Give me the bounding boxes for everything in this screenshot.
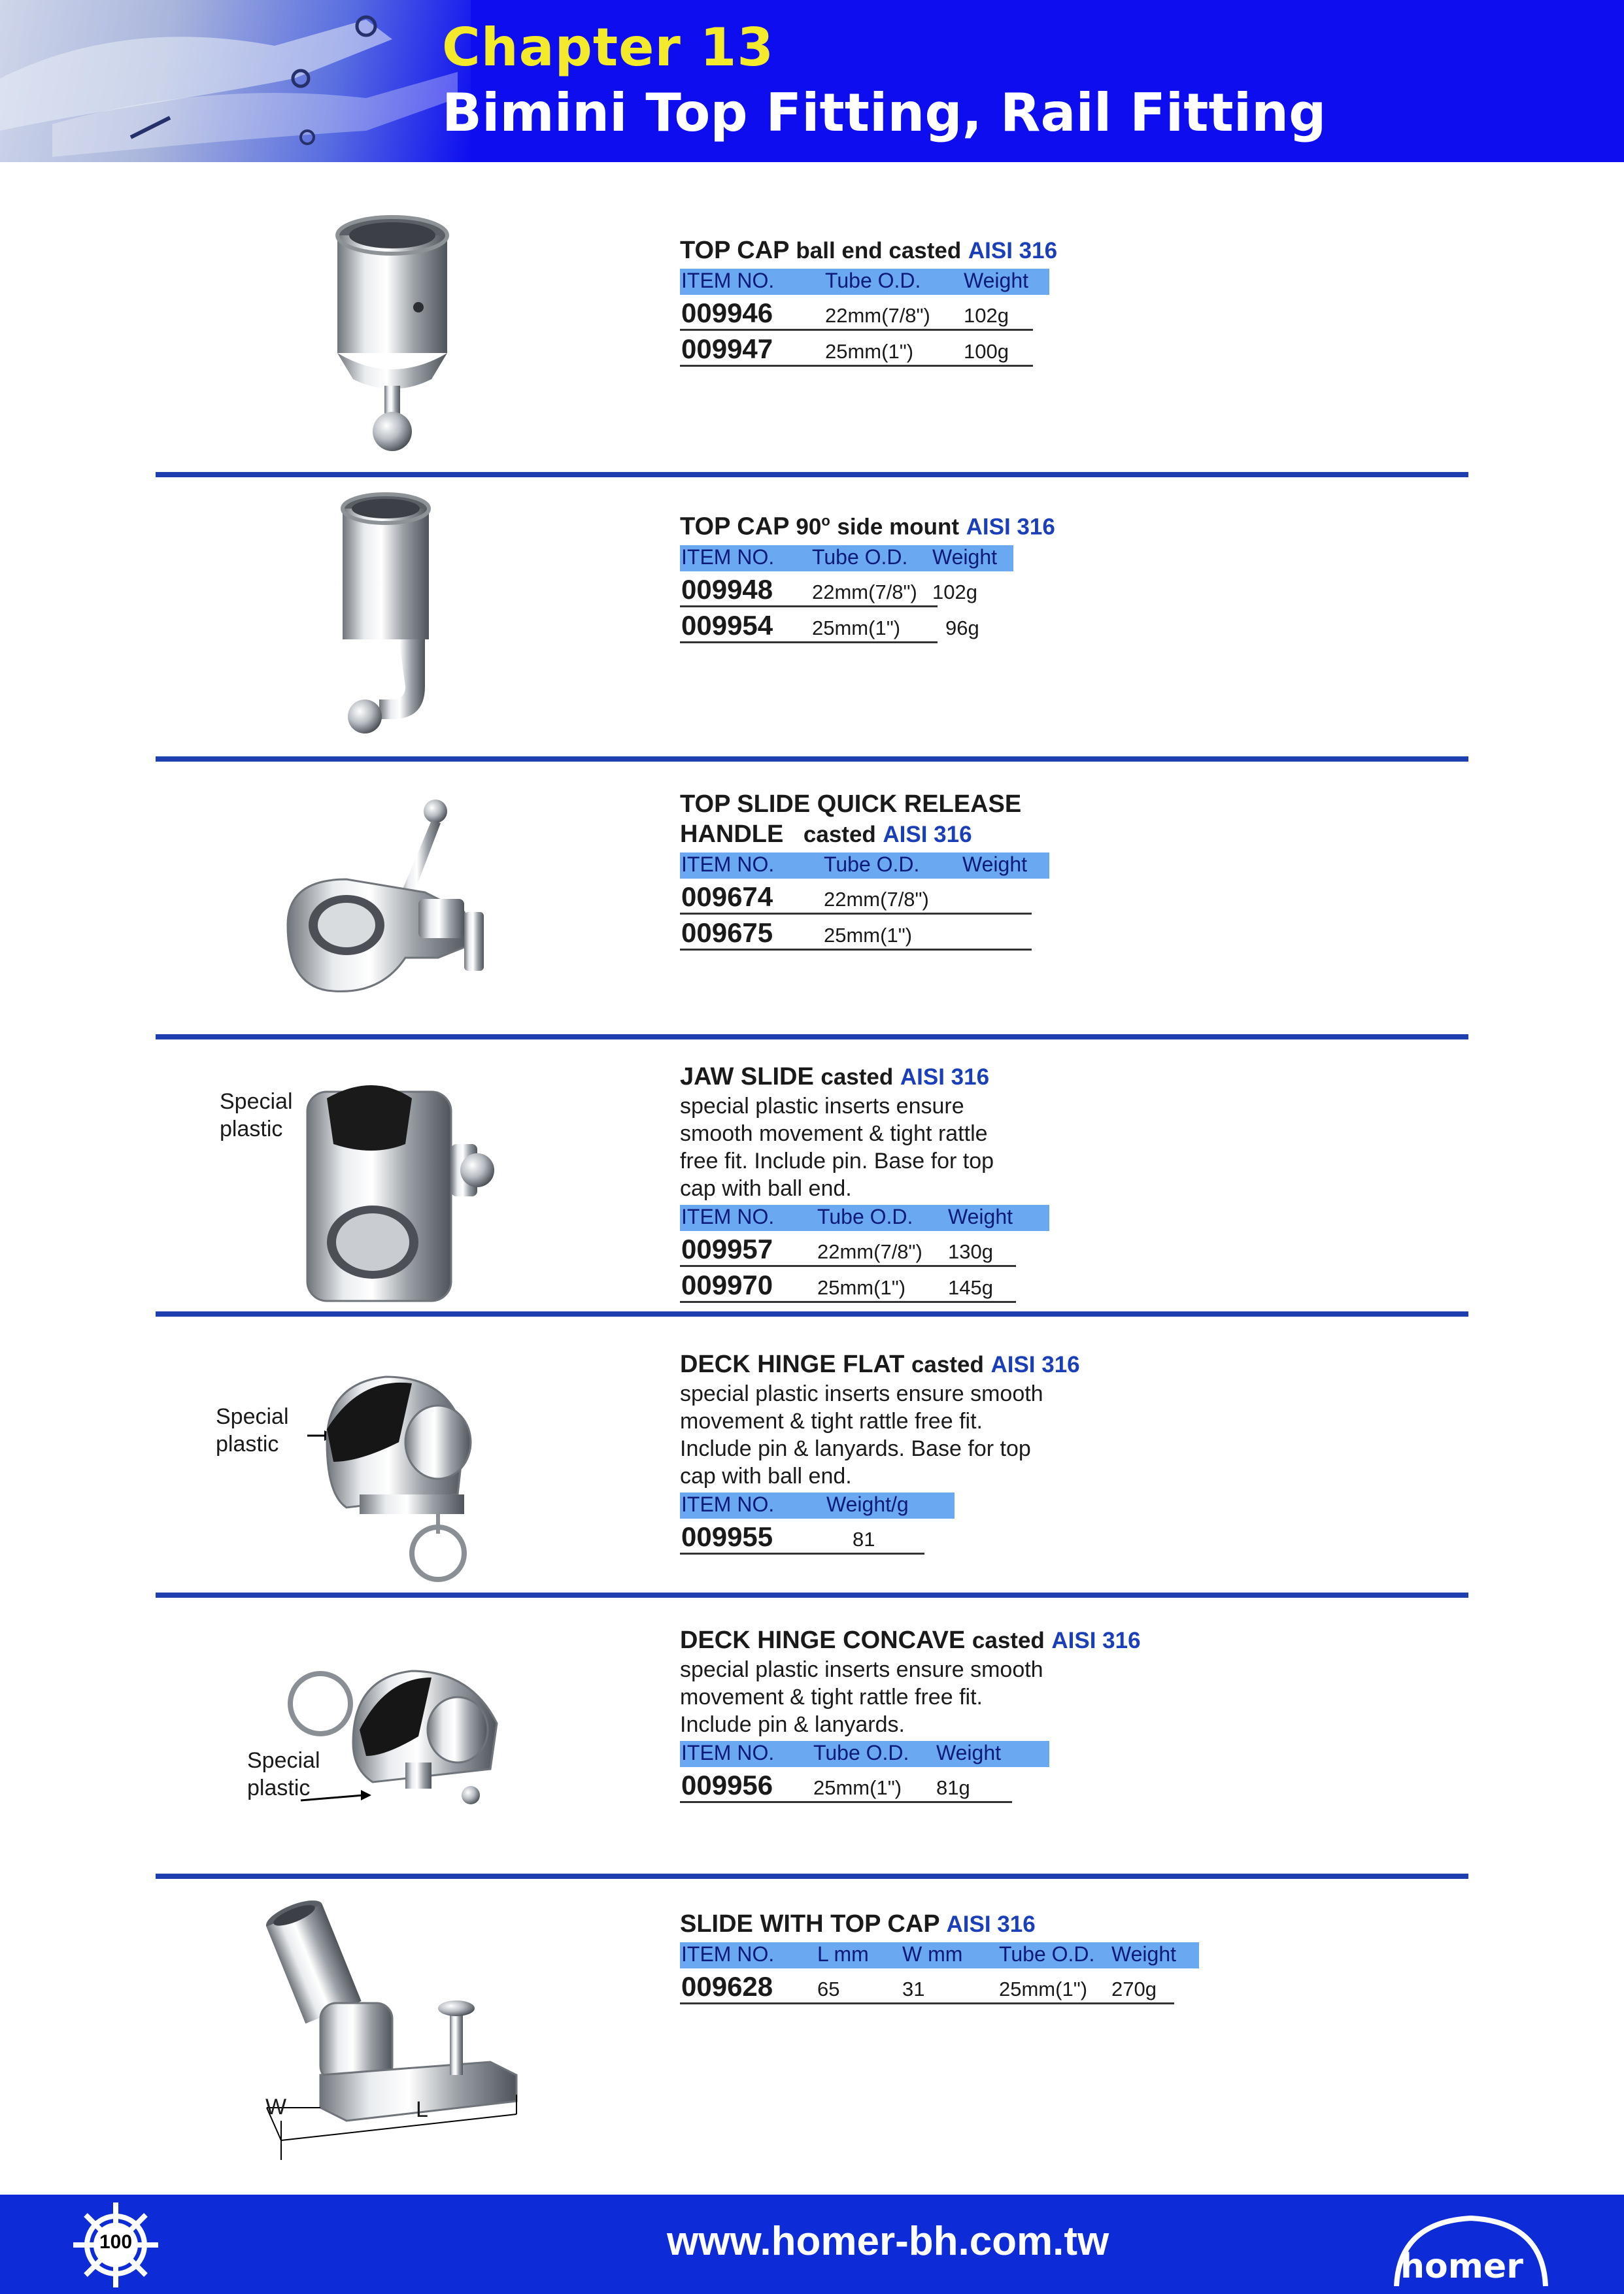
col-weight: Weight [948, 1205, 1013, 1228]
col-tube-od: Tube O.D. [999, 1942, 1095, 1966]
item-number: 009948 [681, 573, 773, 605]
table-row [680, 1968, 1174, 2004]
col-weight: Weight [936, 1741, 1002, 1764]
deck-hinge-flat-image [288, 1364, 497, 1586]
material-label: AISI 316 [990, 1352, 1080, 1377]
table-header [680, 1493, 955, 1519]
table-row [680, 1231, 1016, 1267]
material-label: AISI 316 [1051, 1628, 1141, 1653]
product-title [680, 789, 1268, 819]
table-header [680, 1205, 1049, 1231]
item-number: 009956 [681, 1770, 773, 1800]
angle-value: 90 [796, 514, 822, 540]
product-title [680, 1625, 1268, 1656]
col-item-no: ITEM NO. [681, 1493, 775, 1516]
weight: 102g [964, 304, 1009, 327]
product-title-line2 [680, 819, 1268, 850]
material-label: AISI 316 [883, 822, 972, 847]
table-row [680, 915, 1032, 951]
table-row [680, 879, 1032, 915]
table-header [680, 852, 1049, 879]
material-label: AISI 316 [946, 1912, 1036, 1937]
weight: 100g [964, 340, 1009, 363]
slide-with-top-cap-image [255, 1898, 543, 2160]
col-length: L mm [817, 1942, 869, 1966]
length-mm: 65 [817, 1978, 840, 2000]
chapter-header [0, 0, 1624, 162]
tube-od: 25mm(1") [825, 340, 914, 363]
product-name: TOP SLIDE QUICK RELEASE [680, 790, 1022, 818]
width-dimension-label: W [265, 2095, 287, 2119]
table-row [680, 1519, 924, 1555]
item-number: 009946 [681, 297, 773, 328]
product-name: TOP CAP [680, 237, 789, 264]
table-header [680, 545, 1013, 571]
product-name-continued: HANDLE [680, 820, 784, 848]
length-dimension-label: L [416, 2097, 428, 2122]
tube-od: 22mm(7/8") [825, 304, 930, 327]
product-name: DECK HINGE FLAT [680, 1351, 905, 1378]
page-number-badge [73, 2202, 158, 2287]
col-item-no: ITEM NO. [681, 1741, 775, 1764]
weight: 81g [936, 1776, 970, 1799]
col-tube-od: Tube O.D. [817, 1205, 913, 1228]
product-description: special plastic inserts ensure smooth movement & tight rattle free fit. Include pin & lanyards. [680, 1657, 1043, 1737]
item-number: 009674 [681, 881, 773, 912]
section-divider [156, 472, 1468, 477]
weight: 81 [853, 1528, 875, 1551]
tube-od: 22mm(7/8") [824, 888, 929, 911]
tube-od: 22mm(7/8") [812, 580, 917, 603]
table-header [680, 1942, 1199, 1968]
item-number: 009955 [681, 1521, 773, 1552]
table-row [680, 331, 1033, 367]
weight: 270g [1111, 1978, 1157, 2000]
col-item-no: ITEM NO. [681, 852, 775, 876]
product-subtitle: casted [820, 1064, 894, 1090]
logo-text: homer [1400, 2247, 1523, 2286]
col-width: W mm [902, 1942, 963, 1966]
col-tube-od: Tube O.D. [813, 1741, 909, 1764]
material-label: AISI 316 [968, 238, 1058, 263]
page-number: 100 [99, 2231, 133, 2253]
product-info [680, 1349, 1268, 1555]
table-header [680, 269, 1049, 295]
weight: 96g [945, 616, 979, 639]
product-name: SLIDE WITH TOP CAP [680, 1910, 939, 1938]
material-label: AISI 316 [900, 1064, 990, 1090]
item-number: 009675 [681, 917, 773, 948]
product-title [680, 235, 1268, 266]
table-header [680, 1741, 1049, 1767]
item-number: 009957 [681, 1234, 773, 1264]
col-weight: Weight [964, 269, 1029, 292]
product-subtitle: casted [972, 1628, 1045, 1653]
special-plastic-callout: Special plastic [220, 1089, 293, 1141]
item-number: 009628 [681, 1971, 773, 2002]
weight: 145g [948, 1276, 993, 1299]
col-item-no: ITEM NO. [681, 545, 775, 569]
tube-od: 22mm(7/8") [817, 1240, 922, 1263]
col-tube-od: Tube O.D. [824, 852, 920, 876]
col-weight: Weight [932, 545, 998, 569]
product-name: TOP CAP [680, 513, 789, 541]
tube-od: 25mm(1") [999, 1978, 1088, 2000]
product-title [680, 1349, 1268, 1380]
header-decoration [0, 0, 471, 162]
degree-mark: o [821, 513, 830, 529]
top-cap-ball-end-image [314, 209, 471, 458]
chapter-number: Chapter 13 [442, 17, 775, 78]
col-item-no: ITEM NO. [681, 1942, 775, 1966]
tube-od: 25mm(1") [817, 1276, 906, 1299]
col-tube-od: Tube O.D. [825, 269, 921, 292]
col-item-no: ITEM NO. [681, 269, 775, 292]
top-cap-side-mount-image [314, 490, 471, 739]
section-divider [156, 756, 1468, 762]
item-number: 009947 [681, 333, 773, 364]
tube-od: 25mm(1") [813, 1776, 902, 1799]
item-number: 009970 [681, 1270, 773, 1300]
col-weight: Weight/g [826, 1493, 909, 1516]
product-title [680, 1909, 1268, 1940]
product-title [680, 506, 1268, 543]
tube-od: 25mm(1") [812, 616, 901, 639]
section-divider [156, 1593, 1468, 1598]
product-subtitle: ball end casted [796, 238, 962, 263]
deck-hinge-concave-image [275, 1658, 510, 1815]
table-row [680, 1767, 1012, 1803]
table-row [680, 1267, 1016, 1303]
tube-od: 25mm(1") [824, 924, 913, 947]
website-url: www.homer-bh.com.tw [667, 2219, 1109, 2264]
product-name: JAW SLIDE [680, 1063, 814, 1090]
table-row [680, 607, 979, 643]
product-info [680, 1625, 1268, 1803]
material-label: AISI 316 [966, 514, 1055, 540]
section-divider [156, 1034, 1468, 1039]
product-title [680, 1062, 1268, 1092]
col-weight: Weight [1111, 1942, 1177, 1966]
section-divider [156, 1874, 1468, 1879]
product-subtitle: casted [803, 822, 876, 847]
top-slide-quick-release-image [275, 794, 497, 1010]
col-item-no: ITEM NO. [681, 1205, 775, 1228]
special-plastic-callout: Special plastic [216, 1404, 289, 1457]
product-info [680, 235, 1268, 367]
product-info [680, 506, 1268, 643]
product-name: DECK HINGE CONCAVE [680, 1627, 966, 1654]
chapter-title: Bimini Top Fitting, Rail Fitting [442, 82, 1327, 143]
col-weight: Weight [962, 852, 1028, 876]
product-info [680, 789, 1268, 951]
weight: 102g [932, 580, 977, 603]
weight: 130g [948, 1240, 993, 1263]
product-info [680, 1909, 1268, 2004]
product-info [680, 1062, 1268, 1303]
homer-logo [1386, 2209, 1556, 2287]
table-row [680, 571, 977, 607]
jaw-slide-image [288, 1072, 497, 1314]
item-number: 009954 [681, 609, 773, 641]
table-row [680, 295, 1033, 331]
product-description: special plastic inserts ensure smooth movement & tight rattle free fit. Include pin. Base for top cap with ball end. [680, 1094, 994, 1201]
special-plastic-callout: Special plastic [247, 1748, 320, 1800]
product-subtitle: side mount [837, 514, 960, 540]
product-subtitle: casted [911, 1352, 984, 1377]
width-mm: 31 [902, 1978, 925, 2000]
col-tube-od: Tube O.D. [812, 545, 908, 569]
product-description: special plastic inserts ensure smooth movement & tight rattle free fit. Include pin & lanyards. Base for top cap with ball end. [680, 1381, 1043, 1489]
page-footer [0, 2195, 1624, 2294]
